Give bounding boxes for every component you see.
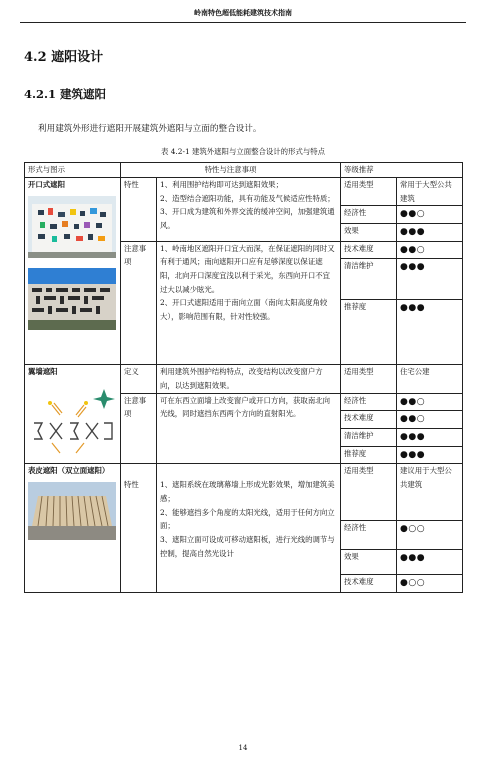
note-line: 2、开口式遮阳适用于南向立面（南向太阳高度角较大），影响范围有限，针对性较强。 bbox=[160, 298, 328, 322]
form-cell bbox=[25, 365, 121, 464]
rating-key: 适用类型 bbox=[341, 178, 397, 206]
rating-value: ●●● bbox=[397, 300, 463, 365]
rating-value: ●○○ bbox=[397, 575, 463, 593]
rating-key: 适用类型 bbox=[341, 365, 397, 393]
table-row bbox=[25, 178, 463, 206]
building-photo bbox=[28, 268, 116, 330]
note-label: 注意事项 bbox=[121, 241, 157, 365]
feature-line: 3、遮阳立面可设成可移动遮阳板，进行光线的调节与控制，提高自然光设计 bbox=[160, 534, 335, 558]
form-name: 翼墙遮阳 bbox=[28, 367, 58, 377]
page-header: 岭南特色超低能耗建筑技术指南 bbox=[20, 8, 466, 23]
building-photo bbox=[28, 482, 116, 540]
rating-value: ●○○ bbox=[397, 521, 463, 550]
rating-value: ●●○ bbox=[397, 206, 463, 224]
feature-line: 2、造型结合遮阳功能，具有功能及气候适应性特质； bbox=[160, 193, 335, 203]
note-line: 1、岭南地区遮阳开口宜大而深，在保证遮阳的同时又有利于通风；南向遮阳开口应有足够深度以保证遮阳，北向开口深度宜浅以利于采光，东西向开口不宜过大以减少眩光。 bbox=[160, 243, 335, 294]
definition-label: 定义 bbox=[121, 365, 157, 393]
table-header-row bbox=[25, 163, 463, 178]
section-heading bbox=[24, 46, 103, 65]
subsection-number: 4.2.1 bbox=[24, 87, 57, 101]
rating-value: ●●● bbox=[397, 446, 463, 464]
form-cell bbox=[25, 178, 121, 365]
page-number: 14 bbox=[238, 744, 248, 752]
table-caption: 表 4.2-1 建筑外遮阳与立面整合设计的形式与特点 bbox=[160, 147, 326, 156]
form-name: 开口式遮阳 bbox=[28, 180, 65, 189]
form-cell bbox=[25, 464, 121, 593]
rating-value: ●●○ bbox=[397, 393, 463, 411]
shading-forms-table bbox=[24, 162, 463, 593]
feature-line: 1、遮阳系统在玻璃幕墙上形成光影效果，增加建筑美感； bbox=[160, 480, 335, 503]
note-label: 注意事项 bbox=[121, 393, 157, 464]
header-cell: 形式与图示 bbox=[25, 163, 121, 178]
rating-key: 推荐度 bbox=[341, 446, 397, 464]
wing-wall-diagram bbox=[28, 383, 116, 455]
rating-key: 适用类型 bbox=[341, 464, 397, 521]
form-name: 表皮遮阳（双立面遮阳） bbox=[28, 466, 110, 476]
rating-value: 住宅公建 bbox=[397, 365, 463, 393]
rating-key: 技术难度 bbox=[341, 411, 397, 429]
feature-line: 1、利用围护结构即可达到遮阳效果； bbox=[160, 180, 283, 189]
table-row bbox=[25, 365, 463, 393]
feature-label: 特性 bbox=[121, 464, 157, 593]
subsection-title: 建筑遮阳 bbox=[60, 87, 107, 101]
rating-key: 清洁维护 bbox=[341, 428, 397, 446]
rating-key: 经济性 bbox=[341, 393, 397, 411]
rating-key: 技术难度 bbox=[341, 241, 397, 259]
feature-line: 2、能够遮挡多个角度的太阳光线，适用于任何方向立面； bbox=[160, 507, 335, 531]
rating-value: ●●● bbox=[397, 428, 463, 446]
rating-value: 建议用于大型公共建筑 bbox=[397, 464, 463, 521]
feature-line: 3、开口成为建筑和外界交流的缓冲空间，加强建筑通风。 bbox=[160, 207, 335, 231]
rating-key: 经济性 bbox=[341, 521, 397, 550]
rating-key: 效果 bbox=[341, 224, 397, 242]
rating-value: ●●● bbox=[397, 259, 463, 300]
rating-key: 技术难度 bbox=[341, 575, 397, 593]
header-cell: 等级推荐 bbox=[341, 163, 463, 178]
rating-value: ●●○ bbox=[397, 241, 463, 259]
feature-label: 特性 bbox=[121, 178, 157, 242]
section-title: 遮阳设计 bbox=[51, 50, 104, 65]
note-text bbox=[157, 241, 341, 365]
section-number: 4.2 bbox=[24, 50, 47, 65]
feature-text bbox=[157, 178, 341, 242]
feature-text bbox=[157, 464, 341, 593]
rating-value: ●●● bbox=[397, 224, 463, 242]
rating-value: 常用于大型公共建筑 bbox=[397, 178, 463, 206]
rating-key: 效果 bbox=[341, 550, 397, 575]
rating-value: ●●● bbox=[397, 550, 463, 575]
rating-key: 清洁维护 bbox=[341, 259, 397, 300]
subsection-heading bbox=[24, 86, 106, 102]
rating-key: 经济性 bbox=[341, 206, 397, 224]
note-text: 可在东西立面墙上改变窗户或开口方向，获取南北向光线，同时遮挡东西两个方向的直射阳光。 bbox=[157, 393, 341, 464]
header-cell: 特性与注意事项 bbox=[121, 163, 341, 178]
building-photo bbox=[28, 196, 116, 258]
table-row bbox=[25, 464, 463, 521]
definition-text: 利用建筑外围护结构特点，改变结构以改变窗户方向，以达到遮阳效果。 bbox=[157, 365, 341, 393]
rating-key: 推荐度 bbox=[341, 300, 397, 365]
intro-paragraph: 利用建筑外形进行遮阳开展建筑外遮阳与立面的整合设计。 bbox=[38, 124, 262, 134]
rating-value: ●●○ bbox=[397, 411, 463, 429]
